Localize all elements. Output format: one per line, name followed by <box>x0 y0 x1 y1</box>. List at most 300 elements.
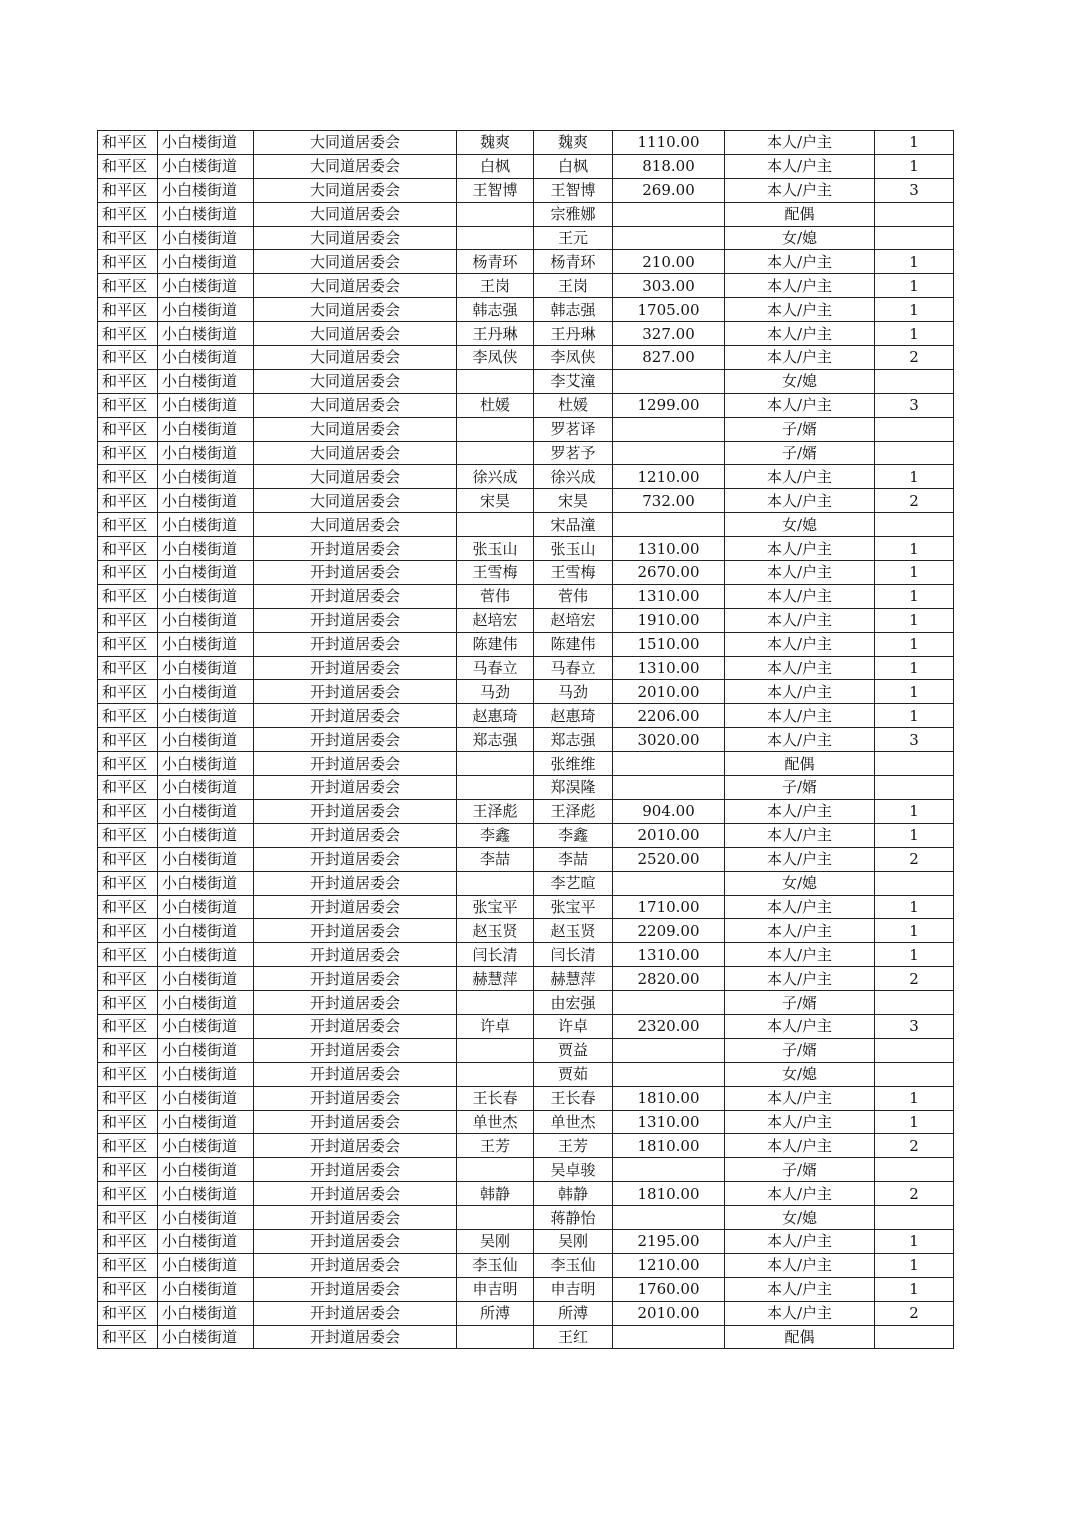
district-cell: 和平区 <box>98 847 158 871</box>
applicant-cell: 王智博 <box>457 178 534 202</box>
committee-cell: 开封道居委会 <box>254 823 457 847</box>
applicant-cell: 杨青环 <box>457 250 534 274</box>
street-cell: 小白楼街道 <box>158 728 254 752</box>
table-row <box>98 441 954 465</box>
amount-cell <box>613 513 725 537</box>
applicant-cell: 申吉明 <box>457 1277 534 1301</box>
district-cell: 和平区 <box>98 537 158 561</box>
relation-cell: 本人/户主 <box>725 1014 875 1038</box>
count-cell: 2 <box>875 1301 954 1325</box>
amount-cell: 1310.00 <box>613 943 725 967</box>
amount-cell: 3020.00 <box>613 728 725 752</box>
relation-cell: 本人/户主 <box>725 131 875 155</box>
committee-cell: 开封道居委会 <box>254 680 457 704</box>
table-row <box>98 1134 954 1158</box>
count-cell: 1 <box>875 1277 954 1301</box>
member-cell: 杜媛 <box>534 393 613 417</box>
amount-cell: 1210.00 <box>613 465 725 489</box>
committee-cell: 开封道居委会 <box>254 1110 457 1134</box>
applicant-cell <box>457 417 534 441</box>
applicant-cell: 李鑫 <box>457 823 534 847</box>
member-cell: 马春立 <box>534 656 613 680</box>
street-cell: 小白楼街道 <box>158 465 254 489</box>
table-row <box>98 178 954 202</box>
street-cell: 小白楼街道 <box>158 1086 254 1110</box>
applicant-cell: 王泽彪 <box>457 799 534 823</box>
table-row <box>98 1038 954 1062</box>
street-cell: 小白楼街道 <box>158 752 254 776</box>
committee-cell: 大同道居委会 <box>254 202 457 226</box>
amount-cell: 1310.00 <box>613 584 725 608</box>
applicant-cell: 赫慧萍 <box>457 967 534 991</box>
street-cell: 小白楼街道 <box>158 346 254 370</box>
street-cell: 小白楼街道 <box>158 943 254 967</box>
count-cell <box>875 1325 954 1349</box>
count-cell: 3 <box>875 1014 954 1038</box>
district-cell: 和平区 <box>98 871 158 895</box>
committee-cell: 开封道居委会 <box>254 871 457 895</box>
member-cell: 王智博 <box>534 178 613 202</box>
street-cell: 小白楼街道 <box>158 178 254 202</box>
table-row <box>98 943 954 967</box>
member-cell: 李鑫 <box>534 823 613 847</box>
table-row <box>98 656 954 680</box>
member-cell: 所溥 <box>534 1301 613 1325</box>
relation-cell: 本人/户主 <box>725 537 875 561</box>
committee-cell: 开封道居委会 <box>254 895 457 919</box>
count-cell: 1 <box>875 680 954 704</box>
street-cell: 小白楼街道 <box>158 561 254 585</box>
amount-cell <box>613 871 725 895</box>
applicant-cell: 郑志强 <box>457 728 534 752</box>
district-cell: 和平区 <box>98 991 158 1015</box>
committee-cell: 开封道居委会 <box>254 1277 457 1301</box>
district-cell: 和平区 <box>98 1182 158 1206</box>
member-cell: 李艺暄 <box>534 871 613 895</box>
committee-cell: 开封道居委会 <box>254 1206 457 1230</box>
street-cell: 小白楼街道 <box>158 1014 254 1038</box>
street-cell: 小白楼街道 <box>158 1182 254 1206</box>
applicant-cell <box>457 1158 534 1182</box>
member-cell: 韩志强 <box>534 298 613 322</box>
table-row <box>98 608 954 632</box>
table-row <box>98 776 954 800</box>
committee-cell: 开封道居委会 <box>254 1301 457 1325</box>
count-cell <box>875 776 954 800</box>
relation-cell: 子/婿 <box>725 441 875 465</box>
applicant-cell <box>457 1206 534 1230</box>
street-cell: 小白楼街道 <box>158 1206 254 1230</box>
table-row <box>98 1277 954 1301</box>
member-cell: 由宏强 <box>534 991 613 1015</box>
committee-cell: 开封道居委会 <box>254 1253 457 1277</box>
table-row <box>98 513 954 537</box>
street-cell: 小白楼街道 <box>158 847 254 871</box>
applicant-cell: 王芳 <box>457 1134 534 1158</box>
count-cell: 1 <box>875 465 954 489</box>
applicant-cell: 所溥 <box>457 1301 534 1325</box>
count-cell: 1 <box>875 656 954 680</box>
relation-cell: 本人/户主 <box>725 967 875 991</box>
member-cell: 申吉明 <box>534 1277 613 1301</box>
applicant-cell: 张宝平 <box>457 895 534 919</box>
member-cell: 赵惠琦 <box>534 704 613 728</box>
committee-cell: 大同道居委会 <box>254 178 457 202</box>
street-cell: 小白楼街道 <box>158 1158 254 1182</box>
district-cell: 和平区 <box>98 1038 158 1062</box>
district-cell: 和平区 <box>98 178 158 202</box>
district-cell: 和平区 <box>98 561 158 585</box>
street-cell: 小白楼街道 <box>158 1277 254 1301</box>
applicant-cell <box>457 776 534 800</box>
relation-cell: 本人/户主 <box>725 1110 875 1134</box>
table-row <box>98 561 954 585</box>
district-cell: 和平区 <box>98 776 158 800</box>
count-cell <box>875 513 954 537</box>
district-cell: 和平区 <box>98 441 158 465</box>
district-cell: 和平区 <box>98 632 158 656</box>
district-cell: 和平区 <box>98 154 158 178</box>
amount-cell: 1510.00 <box>613 632 725 656</box>
count-cell: 1 <box>875 704 954 728</box>
street-cell: 小白楼街道 <box>158 991 254 1015</box>
table-row <box>98 1014 954 1038</box>
district-cell: 和平区 <box>98 393 158 417</box>
relation-cell: 子/婿 <box>725 776 875 800</box>
relation-cell: 本人/户主 <box>725 561 875 585</box>
district-cell: 和平区 <box>98 584 158 608</box>
member-cell: 许卓 <box>534 1014 613 1038</box>
household-table <box>97 130 954 1349</box>
street-cell: 小白楼街道 <box>158 154 254 178</box>
member-cell: 李艾潼 <box>534 369 613 393</box>
district-cell: 和平区 <box>98 489 158 513</box>
amount-cell: 1705.00 <box>613 298 725 322</box>
count-cell: 1 <box>875 608 954 632</box>
amount-cell: 210.00 <box>613 250 725 274</box>
amount-cell: 269.00 <box>613 178 725 202</box>
member-cell: 陈建伟 <box>534 632 613 656</box>
relation-cell: 本人/户主 <box>725 465 875 489</box>
district-cell: 和平区 <box>98 728 158 752</box>
member-cell: 张维维 <box>534 752 613 776</box>
district-cell: 和平区 <box>98 752 158 776</box>
member-cell: 宗雅娜 <box>534 202 613 226</box>
relation-cell: 本人/户主 <box>725 322 875 346</box>
member-cell: 赫慧萍 <box>534 967 613 991</box>
table-row <box>98 1253 954 1277</box>
member-cell: 赵玉贤 <box>534 919 613 943</box>
table-row <box>98 632 954 656</box>
street-cell: 小白楼街道 <box>158 250 254 274</box>
relation-cell: 本人/户主 <box>725 799 875 823</box>
committee-cell: 开封道居委会 <box>254 776 457 800</box>
count-cell: 3 <box>875 728 954 752</box>
relation-cell: 本人/户主 <box>725 1253 875 1277</box>
applicant-cell: 魏爽 <box>457 131 534 155</box>
member-cell: 杨青环 <box>534 250 613 274</box>
member-cell: 马劲 <box>534 680 613 704</box>
committee-cell: 开封道居委会 <box>254 1182 457 1206</box>
amount-cell <box>613 1062 725 1086</box>
street-cell: 小白楼街道 <box>158 919 254 943</box>
amount-cell <box>613 226 725 250</box>
committee-cell: 大同道居委会 <box>254 131 457 155</box>
relation-cell: 本人/户主 <box>725 680 875 704</box>
applicant-cell: 王长春 <box>457 1086 534 1110</box>
relation-cell: 女/媳 <box>725 1206 875 1230</box>
relation-cell: 女/媳 <box>725 369 875 393</box>
member-cell: 王元 <box>534 226 613 250</box>
committee-cell: 开封道居委会 <box>254 728 457 752</box>
amount-cell: 1310.00 <box>613 537 725 561</box>
amount-cell: 1310.00 <box>613 656 725 680</box>
committee-cell: 开封道居委会 <box>254 608 457 632</box>
relation-cell: 本人/户主 <box>725 1134 875 1158</box>
relation-cell: 本人/户主 <box>725 656 875 680</box>
amount-cell <box>613 369 725 393</box>
count-cell <box>875 1062 954 1086</box>
member-cell: 王长春 <box>534 1086 613 1110</box>
count-cell: 2 <box>875 346 954 370</box>
district-cell: 和平区 <box>98 1158 158 1182</box>
count-cell: 1 <box>875 298 954 322</box>
amount-cell: 904.00 <box>613 799 725 823</box>
amount-cell <box>613 1158 725 1182</box>
table-row <box>98 1325 954 1349</box>
amount-cell <box>613 752 725 776</box>
amount-cell: 2820.00 <box>613 967 725 991</box>
amount-cell: 1110.00 <box>613 131 725 155</box>
street-cell: 小白楼街道 <box>158 1325 254 1349</box>
table-row <box>98 537 954 561</box>
district-cell: 和平区 <box>98 704 158 728</box>
table-row <box>98 1229 954 1253</box>
district-cell: 和平区 <box>98 823 158 847</box>
street-cell: 小白楼街道 <box>158 489 254 513</box>
committee-cell: 开封道居委会 <box>254 847 457 871</box>
amount-cell <box>613 1038 725 1062</box>
table-row <box>98 680 954 704</box>
member-cell: 单世杰 <box>534 1110 613 1134</box>
table-row <box>98 154 954 178</box>
table-row <box>98 1182 954 1206</box>
committee-cell: 开封道居委会 <box>254 752 457 776</box>
member-cell: 贾益 <box>534 1038 613 1062</box>
street-cell: 小白楼街道 <box>158 1062 254 1086</box>
street-cell: 小白楼街道 <box>158 369 254 393</box>
amount-cell: 2195.00 <box>613 1229 725 1253</box>
relation-cell: 配偶 <box>725 202 875 226</box>
applicant-cell: 闫长清 <box>457 943 534 967</box>
street-cell: 小白楼街道 <box>158 131 254 155</box>
amount-cell: 1210.00 <box>613 1253 725 1277</box>
street-cell: 小白楼街道 <box>158 584 254 608</box>
committee-cell: 大同道居委会 <box>254 250 457 274</box>
relation-cell: 配偶 <box>725 752 875 776</box>
table-row <box>98 847 954 871</box>
relation-cell: 本人/户主 <box>725 393 875 417</box>
committee-cell: 开封道居委会 <box>254 919 457 943</box>
committee-cell: 开封道居委会 <box>254 632 457 656</box>
table-row <box>98 465 954 489</box>
applicant-cell <box>457 1038 534 1062</box>
amount-cell: 2670.00 <box>613 561 725 585</box>
count-cell: 1 <box>875 584 954 608</box>
street-cell: 小白楼街道 <box>158 1253 254 1277</box>
relation-cell: 本人/户主 <box>725 704 875 728</box>
table-row <box>98 823 954 847</box>
count-cell: 1 <box>875 895 954 919</box>
district-cell: 和平区 <box>98 274 158 298</box>
applicant-cell <box>457 752 534 776</box>
committee-cell: 开封道居委会 <box>254 1134 457 1158</box>
count-cell: 1 <box>875 1086 954 1110</box>
committee-cell: 开封道居委会 <box>254 1062 457 1086</box>
member-cell: 李喆 <box>534 847 613 871</box>
relation-cell: 女/媳 <box>725 226 875 250</box>
amount-cell <box>613 1206 725 1230</box>
applicant-cell <box>457 871 534 895</box>
committee-cell: 大同道居委会 <box>254 513 457 537</box>
district-cell: 和平区 <box>98 1206 158 1230</box>
district-cell: 和平区 <box>98 369 158 393</box>
applicant-cell: 王岗 <box>457 274 534 298</box>
district-cell: 和平区 <box>98 1014 158 1038</box>
applicant-cell: 菅伟 <box>457 584 534 608</box>
table-row <box>98 202 954 226</box>
count-cell: 2 <box>875 847 954 871</box>
member-cell: 王丹琳 <box>534 322 613 346</box>
amount-cell <box>613 202 725 226</box>
relation-cell: 本人/户主 <box>725 489 875 513</box>
count-cell <box>875 1038 954 1062</box>
amount-cell: 327.00 <box>613 322 725 346</box>
amount-cell: 1299.00 <box>613 393 725 417</box>
district-cell: 和平区 <box>98 513 158 537</box>
street-cell: 小白楼街道 <box>158 799 254 823</box>
table-row <box>98 584 954 608</box>
amount-cell: 2320.00 <box>613 1014 725 1038</box>
committee-cell: 开封道居委会 <box>254 561 457 585</box>
count-cell <box>875 226 954 250</box>
relation-cell: 女/媳 <box>725 1062 875 1086</box>
applicant-cell: 赵玉贤 <box>457 919 534 943</box>
member-cell: 李玉仙 <box>534 1253 613 1277</box>
amount-cell: 1810.00 <box>613 1134 725 1158</box>
district-cell: 和平区 <box>98 1301 158 1325</box>
count-cell <box>875 417 954 441</box>
member-cell: 韩静 <box>534 1182 613 1206</box>
committee-cell: 大同道居委会 <box>254 441 457 465</box>
street-cell: 小白楼街道 <box>158 274 254 298</box>
table-row <box>98 346 954 370</box>
applicant-cell: 白枫 <box>457 154 534 178</box>
committee-cell: 大同道居委会 <box>254 274 457 298</box>
district-cell: 和平区 <box>98 417 158 441</box>
committee-cell: 开封道居委会 <box>254 704 457 728</box>
district-cell: 和平区 <box>98 799 158 823</box>
relation-cell: 本人/户主 <box>725 298 875 322</box>
relation-cell: 本人/户主 <box>725 274 875 298</box>
applicant-cell: 杜媛 <box>457 393 534 417</box>
member-cell: 罗茗译 <box>534 417 613 441</box>
committee-cell: 大同道居委会 <box>254 226 457 250</box>
amount-cell <box>613 776 725 800</box>
count-cell: 1 <box>875 131 954 155</box>
committee-cell: 开封道居委会 <box>254 1086 457 1110</box>
count-cell <box>875 752 954 776</box>
applicant-cell: 徐兴成 <box>457 465 534 489</box>
street-cell: 小白楼街道 <box>158 537 254 561</box>
street-cell: 小白楼街道 <box>158 226 254 250</box>
count-cell: 1 <box>875 561 954 585</box>
amount-cell: 2010.00 <box>613 680 725 704</box>
committee-cell: 开封道居委会 <box>254 656 457 680</box>
district-cell: 和平区 <box>98 1134 158 1158</box>
street-cell: 小白楼街道 <box>158 1110 254 1134</box>
district-cell: 和平区 <box>98 1325 158 1349</box>
applicant-cell <box>457 1062 534 1086</box>
applicant-cell: 赵惠琦 <box>457 704 534 728</box>
count-cell <box>875 1158 954 1182</box>
applicant-cell: 许卓 <box>457 1014 534 1038</box>
table-row <box>98 298 954 322</box>
amount-cell: 1760.00 <box>613 1277 725 1301</box>
relation-cell: 本人/户主 <box>725 728 875 752</box>
amount-cell <box>613 417 725 441</box>
district-cell: 和平区 <box>98 298 158 322</box>
district-cell: 和平区 <box>98 346 158 370</box>
applicant-cell: 王丹琳 <box>457 322 534 346</box>
count-cell: 1 <box>875 943 954 967</box>
amount-cell <box>613 1325 725 1349</box>
district-cell: 和平区 <box>98 1062 158 1086</box>
member-cell: 徐兴成 <box>534 465 613 489</box>
committee-cell: 大同道居委会 <box>254 465 457 489</box>
relation-cell: 子/婿 <box>725 1038 875 1062</box>
relation-cell: 女/媳 <box>725 513 875 537</box>
member-cell: 菅伟 <box>534 584 613 608</box>
amount-cell: 1810.00 <box>613 1086 725 1110</box>
district-cell: 和平区 <box>98 656 158 680</box>
street-cell: 小白楼街道 <box>158 704 254 728</box>
member-cell: 闫长清 <box>534 943 613 967</box>
table-row <box>98 1086 954 1110</box>
district-cell: 和平区 <box>98 202 158 226</box>
count-cell <box>875 991 954 1015</box>
amount-cell: 1710.00 <box>613 895 725 919</box>
member-cell: 魏爽 <box>534 131 613 155</box>
committee-cell: 开封道居委会 <box>254 1325 457 1349</box>
relation-cell: 本人/户主 <box>725 1086 875 1110</box>
applicant-cell: 吴刚 <box>457 1229 534 1253</box>
table-row <box>98 752 954 776</box>
committee-cell: 开封道居委会 <box>254 991 457 1015</box>
table-row <box>98 1110 954 1134</box>
table-row <box>98 1206 954 1230</box>
amount-cell: 2010.00 <box>613 1301 725 1325</box>
table-row <box>98 131 954 155</box>
committee-cell: 大同道居委会 <box>254 489 457 513</box>
committee-cell: 开封道居委会 <box>254 1038 457 1062</box>
relation-cell: 本人/户主 <box>725 584 875 608</box>
street-cell: 小白楼街道 <box>158 1229 254 1253</box>
count-cell <box>875 1206 954 1230</box>
relation-cell: 本人/户主 <box>725 154 875 178</box>
count-cell: 3 <box>875 393 954 417</box>
street-cell: 小白楼街道 <box>158 632 254 656</box>
